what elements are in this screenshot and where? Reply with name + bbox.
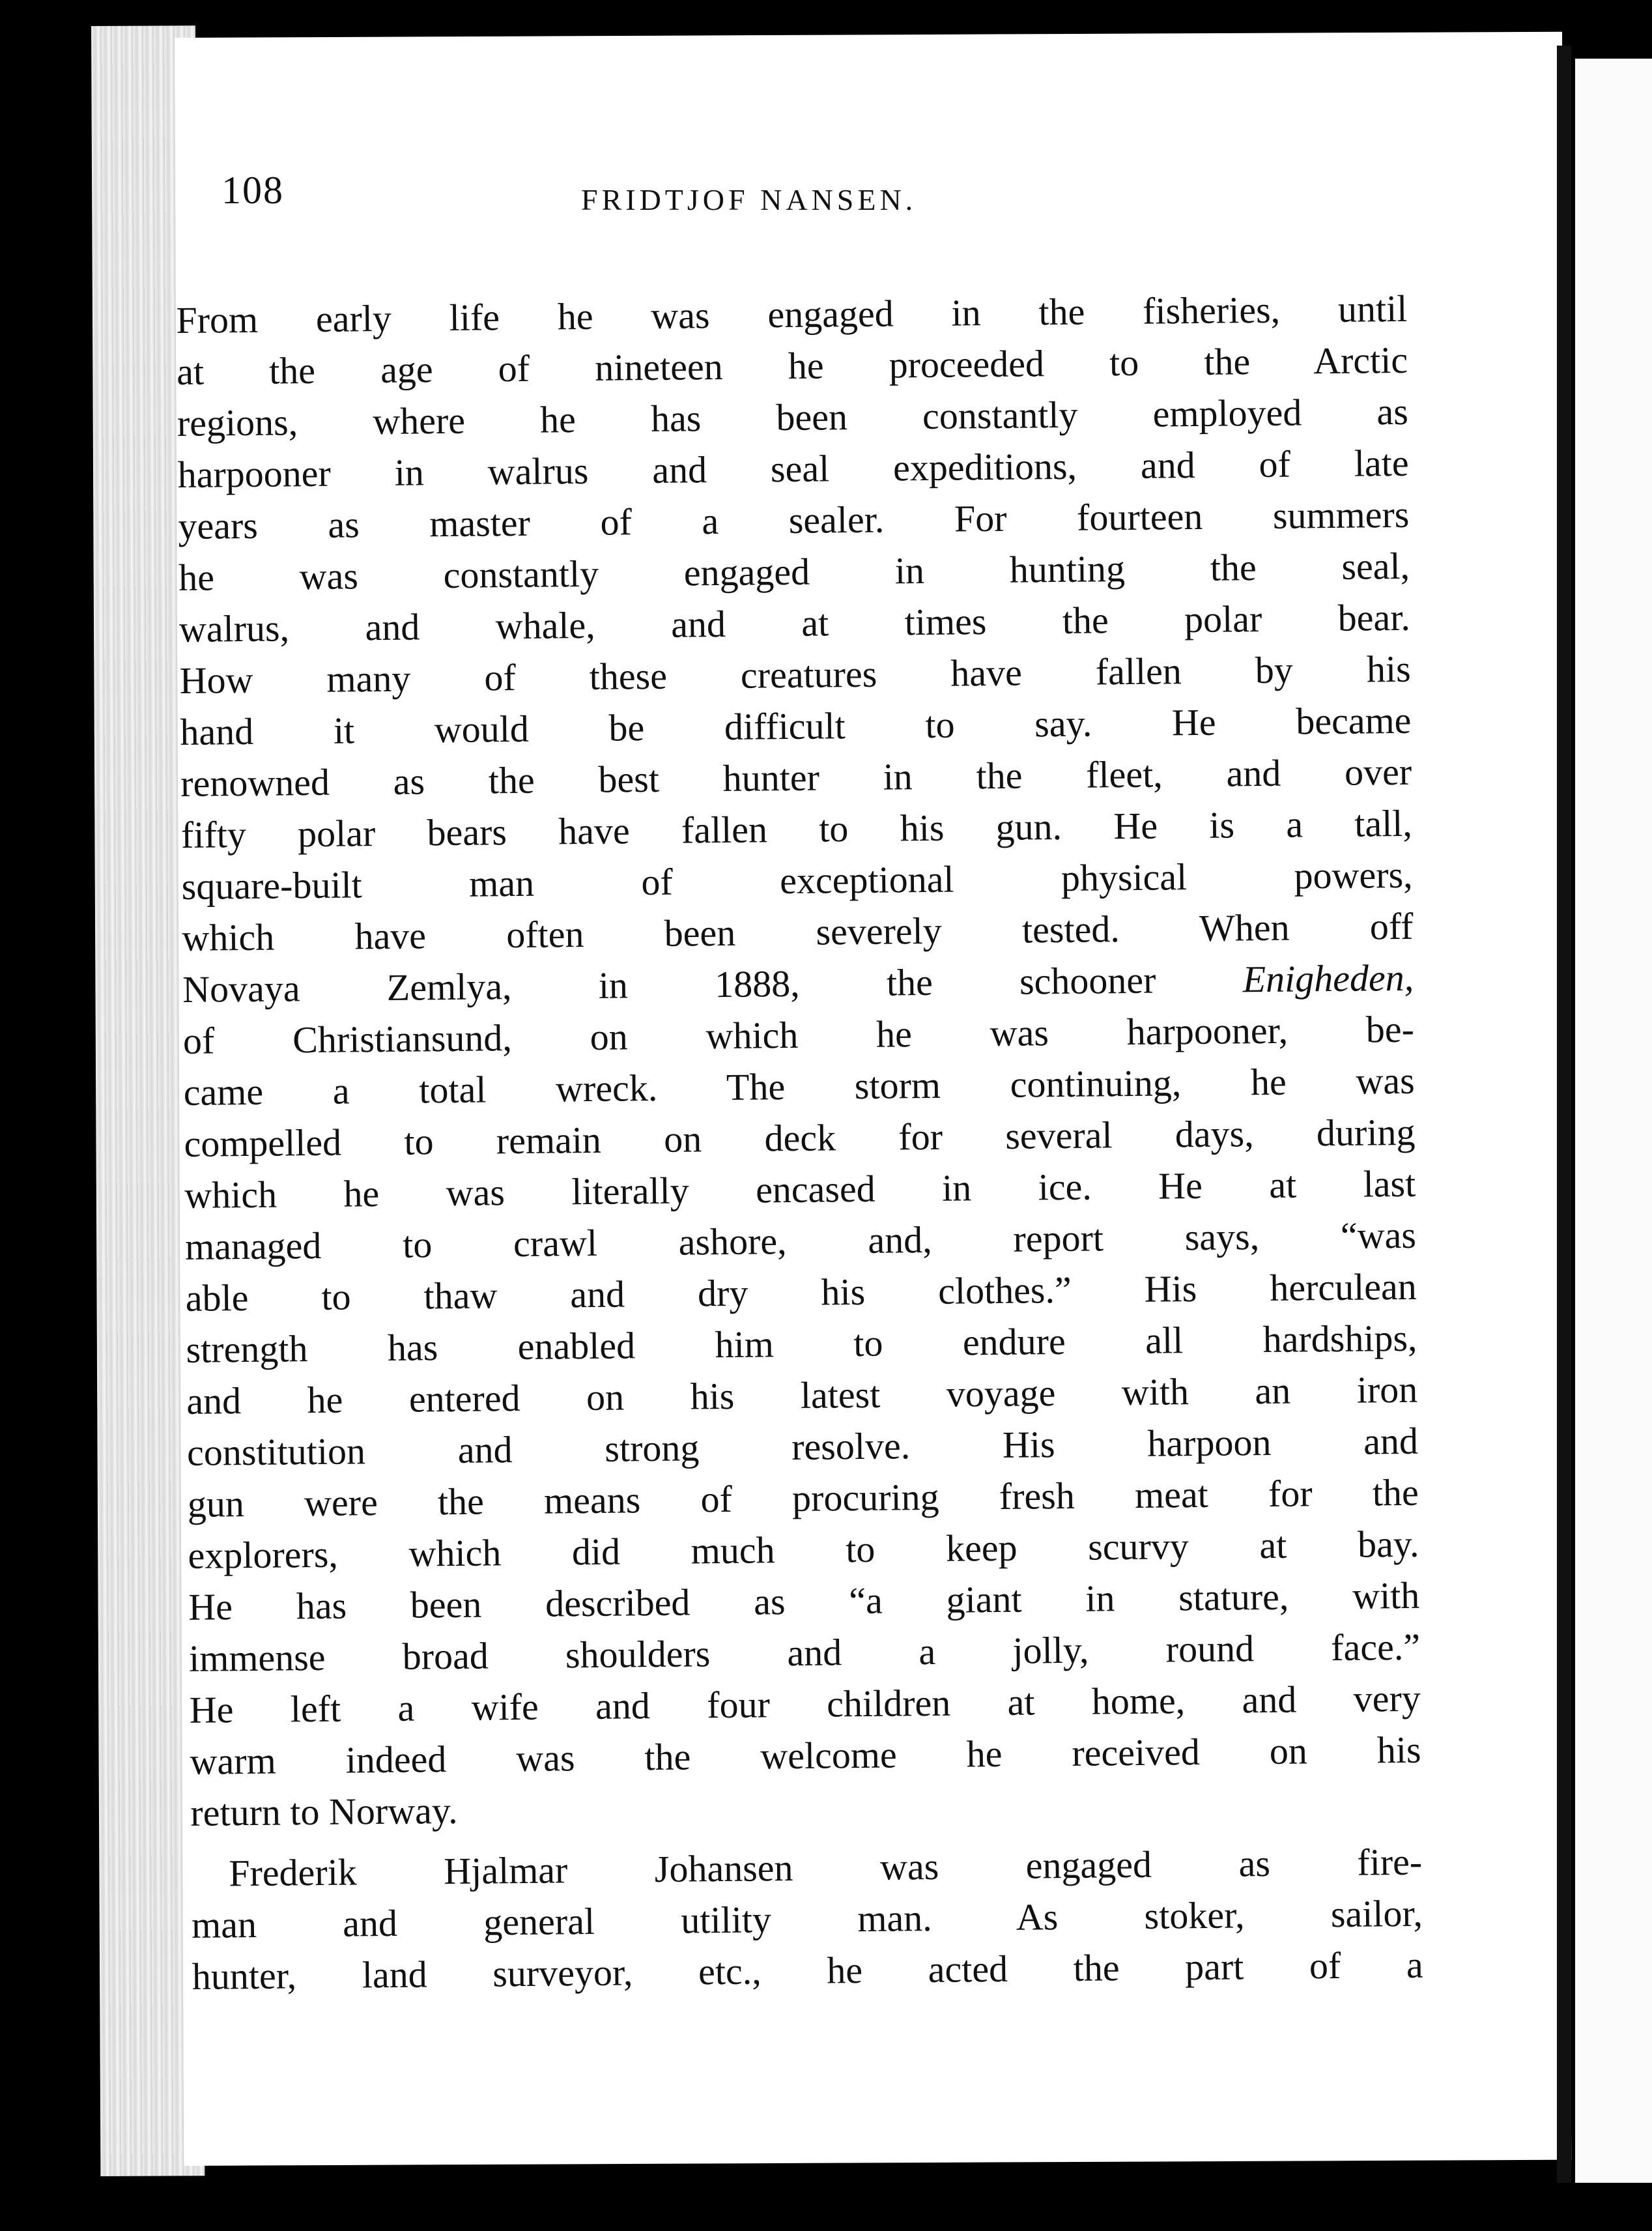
- text-line: regions, where he has been constantly employed as: [177, 390, 1409, 444]
- text-line: He left a wife and four children at home, and very: [189, 1677, 1421, 1731]
- text-line: square-built man of exceptional physical powers,: [181, 853, 1413, 908]
- text-line: He has been described as “a giant in stature, with: [188, 1574, 1420, 1628]
- body-text: [176, 283, 1423, 2002]
- text-segment: Novaya Zemlya, in 1888, the schooner: [182, 958, 1243, 1011]
- text-line: hunter, land surveyor, etc., he acted the part of a: [192, 1943, 1424, 1998]
- text-line: How many of these creatures have fallen by his: [179, 647, 1411, 702]
- running-head: [221, 168, 1199, 233]
- text-line: able to thaw and dry his clothes.” His herculean: [185, 1265, 1417, 1319]
- running-title: FRIDTJOF NANSEN.: [581, 183, 917, 216]
- text-line: and he entered on his latest voyage with an iron: [186, 1368, 1418, 1422]
- text-line: came a total wreck. The storm continuing, he was: [183, 1059, 1415, 1114]
- text-line: return to Norway.: [190, 1789, 458, 1834]
- text-line: gun were the means of procuring fresh meat for the: [187, 1471, 1419, 1525]
- page-number: 108: [221, 169, 284, 212]
- text-line: which he was literally encased in ice. He at last: [184, 1162, 1416, 1216]
- text-line: From early life he was engaged in the fisheries, until: [176, 287, 1408, 341]
- text-line: years as master of a sealer. For fourteen summers: [178, 493, 1410, 547]
- text-line: which have often been severely tested. When off: [182, 904, 1414, 959]
- text-line: managed to crawl ashore, and, report says, “was: [184, 1213, 1417, 1268]
- text-line: he was constantly engaged in hunting the seal,: [178, 544, 1410, 599]
- text-line: constitution and strong resolve. His harpoon and: [186, 1419, 1419, 1474]
- text-line: renowned as the best hunter in the fleet, and over: [180, 750, 1412, 805]
- text-line: compelled to remain on deck for several days, during: [184, 1110, 1416, 1165]
- ship-name: Enigheden,: [1242, 956, 1414, 1001]
- text-line: Frederik Hjalmar Johansen was engaged as fire-: [228, 1840, 1423, 1895]
- text-line: warm indeed was the welcome he received on his: [190, 1728, 1421, 1783]
- text-line: of Christiansund, on which he was harpooner, be-: [182, 1007, 1415, 1062]
- text-line: walrus, and whale, and at times the polar bear.: [178, 596, 1411, 650]
- text-line: immense broad shoulders and a jolly, round face.”: [188, 1625, 1421, 1680]
- text-line: harpooner in walrus and seal expeditions, and of late: [177, 441, 1409, 496]
- book-spine: [1557, 46, 1571, 2183]
- facing-page-edge: [1575, 59, 1652, 2183]
- text-line: man and general utility man. As stoker, sailor,: [191, 1892, 1423, 1946]
- text-line: explorers, which did much to keep scurvy at bay.: [188, 1522, 1419, 1577]
- text-line: strength has enabled him to endure all hardships,: [186, 1316, 1417, 1371]
- text-line: hand it would be difficult to say. He became: [180, 698, 1412, 753]
- text-line: fifty polar bears have fallen to his gun. He is a tall,: [180, 801, 1413, 856]
- text-line: at the age of nineteen he proceeded to the Arctic: [176, 338, 1408, 393]
